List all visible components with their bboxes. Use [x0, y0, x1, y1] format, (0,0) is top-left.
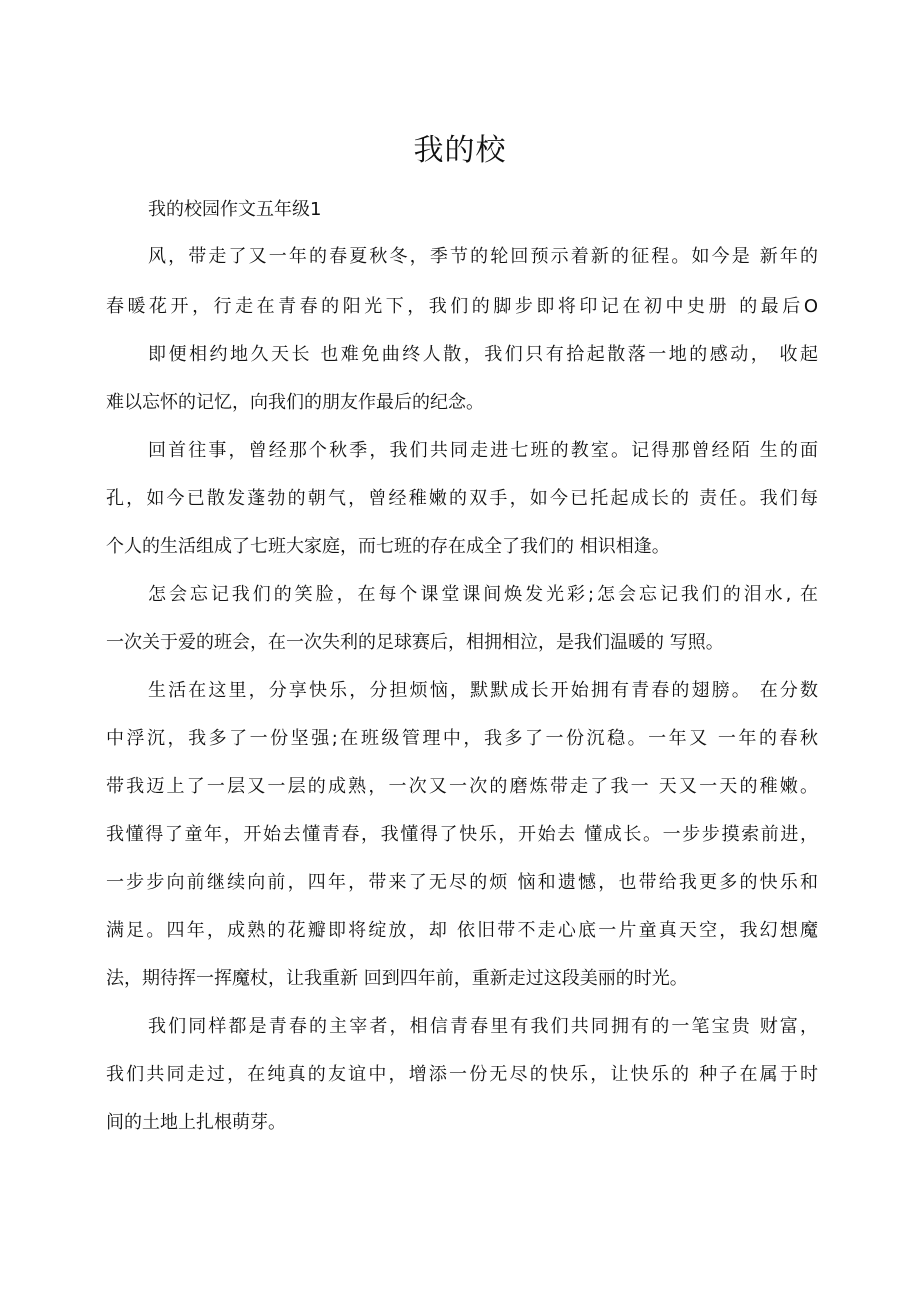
paragraph-5-line-3: 带我迈上了一层又一层的成熟，一次又一次的磨炼带走了我一 天又一天的稚嫩。: [106, 776, 818, 797]
paragraph-6-line-1: 我们同样都是青春的主宰者，相信青春里有我们共同拥有的一笔宝贵 财富，: [148, 1016, 818, 1037]
paragraph-6-line-2: 我们共同走过，在纯真的友谊中，增添一份无尽的快乐，让快乐的 种子在属于时: [106, 1064, 818, 1085]
paragraph-6-line-3: 间的土地上扎根萌芽。: [106, 1112, 286, 1133]
paragraph-2-line-1: 即便相约地久天长 也难免曲终人散，我们只有拾起散落一地的感动， 收起: [148, 344, 818, 365]
paragraph-1-line-1: 风，带走了又一年的春夏秋冬，季节的轮回预示着新的征程。如今是 新年的: [148, 246, 818, 267]
paragraph-5-line-6: 满足。四年，成熟的花瓣即将绽放，却 依旧带不走心底一片童真天空，我幻想魔: [106, 920, 818, 941]
document-subtitle: 我的校园作文五年级1: [148, 199, 322, 220]
paragraph-5-line-4: 我懂得了童年，开始去懂青春，我懂得了快乐，开始去 懂成长。一步步摸索前进，: [106, 824, 818, 845]
paragraph-3-line-2: 孔，如今已散发蓬勃的朝气，曾经稚嫩的双手，如今已托起成长的 责任。我们每: [106, 488, 818, 509]
paragraph-4-line-2: 一次关于爱的班会，在一次失利的足球赛后，相拥相泣，是我们温暖的 写照。: [106, 632, 724, 653]
paragraph-4-line-1: 怎会忘记我们的笑脸，在每个课堂课间焕发光彩;怎会忘记我们的泪水, 在: [148, 584, 818, 605]
paragraph-5-line-2: 中浮沉，我多了一份坚强;在班级管理中，我多了一份沉稳。一年又 一年的春秋: [106, 728, 818, 749]
paragraph-5-line-7: 法，期待挥一挥魔杖，让我重新 回到四年前，重新走过这段美丽的时光。: [106, 968, 688, 989]
paragraph-5-line-5: 一步步向前继续向前，四年，带来了无尽的烦 恼和遗憾，也带给我更多的快乐和: [106, 872, 818, 893]
paragraph-3-line-3: 个人的生活组成了七班大家庭，而七班的存在成全了我们的 相识相逢。: [106, 536, 670, 557]
paragraph-5-line-1: 生活在这里，分享快乐，分担烦恼，默默成长开始拥有青春的翅膀。 在分数: [148, 680, 818, 701]
paragraph-1-line-2: 春暖花开，行走在青春的阳光下，我们的脚步即将印记在初中史册 的最后O: [106, 296, 818, 317]
paragraph-3-line-1: 回首往事，曾经那个秋季，我们共同走进七班的教室。记得那曾经陌 生的面: [148, 440, 818, 461]
paragraph-2-line-2: 难以忘怀的记忆，向我们的朋友作最后的纪念。: [106, 392, 484, 413]
document-title: 我的校: [413, 133, 507, 168]
